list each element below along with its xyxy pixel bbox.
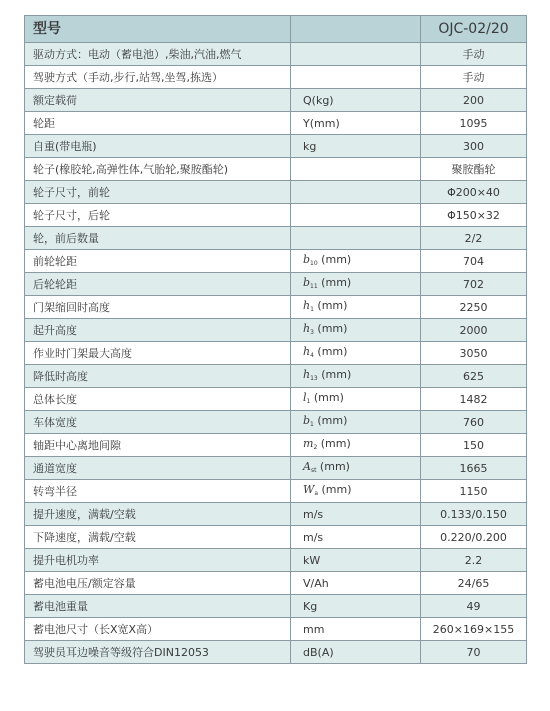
unit-subscript: 13 xyxy=(310,374,318,382)
spec-unit: V/Ah xyxy=(291,572,421,595)
spec-value: 625 xyxy=(421,365,527,388)
table-row xyxy=(25,319,527,342)
spec-unit xyxy=(291,319,421,342)
model-label: 型号 xyxy=(25,16,291,43)
model-unit xyxy=(291,16,421,43)
spec-label: 后轮轮距 xyxy=(25,273,291,296)
spec-value: 0.220/0.200 xyxy=(421,526,527,549)
unit-text: (mm) xyxy=(313,298,348,312)
unit-subscript: 1 xyxy=(306,397,311,405)
unit-subscript: 4 xyxy=(310,351,314,359)
spec-value: 1095 xyxy=(421,112,527,135)
spec-unit xyxy=(291,227,421,250)
spec-value: 2000 xyxy=(421,319,527,342)
spec-label: 驱动方式：电动（蓄电池）,柴油,汽油,燃气 xyxy=(25,43,291,66)
unit-text: (mm) xyxy=(317,252,352,266)
spec-label: 蓄电池尺寸（长X宽X高） xyxy=(25,618,291,641)
spec-unit xyxy=(291,204,421,227)
spec-label: 转弯半径 xyxy=(25,480,291,503)
spec-unit: Q(kg) xyxy=(291,89,421,112)
unit-text: (mm) xyxy=(317,367,352,381)
unit-subscript: 11 xyxy=(310,282,318,290)
spec-sheet xyxy=(24,15,527,664)
spec-value: 702 xyxy=(421,273,527,296)
spec-value: 49 xyxy=(421,595,527,618)
spec-label: 提升电机功率 xyxy=(25,549,291,572)
unit-text: (mm) xyxy=(318,482,352,496)
unit-symbol: b xyxy=(303,413,311,427)
unit-symbol: h xyxy=(303,298,311,312)
spec-label: 自重(带电瓶) xyxy=(25,135,291,158)
spec-unit: kg xyxy=(291,135,421,158)
spec-unit: Kg xyxy=(291,595,421,618)
spec-unit: kW xyxy=(291,549,421,572)
table-row xyxy=(25,181,527,204)
table-row xyxy=(25,572,527,595)
spec-value: 2.2 xyxy=(421,549,527,572)
unit-text: (mm) xyxy=(317,436,351,450)
table-row xyxy=(25,480,527,503)
unit-symbol: h xyxy=(303,344,311,358)
spec-label: 车体宽度 xyxy=(25,411,291,434)
table-header-row xyxy=(25,16,527,43)
spec-unit: m/s xyxy=(291,503,421,526)
unit-symbol: h xyxy=(303,367,311,381)
spec-label: 轮子尺寸，前轮 xyxy=(25,181,291,204)
spec-label: 提升速度，满载/空载 xyxy=(25,503,291,526)
spec-label: 作业时门架最大高度 xyxy=(25,342,291,365)
spec-unit xyxy=(291,43,421,66)
spec-table xyxy=(24,15,527,664)
unit-text: (mm) xyxy=(317,275,352,289)
spec-value: 0.133/0.150 xyxy=(421,503,527,526)
spec-value: 1482 xyxy=(421,388,527,411)
table-row xyxy=(25,43,527,66)
unit-text: (mm) xyxy=(316,459,350,473)
spec-label: 轮距 xyxy=(25,112,291,135)
unit-subscript: 1 xyxy=(310,305,314,313)
spec-value: 1665 xyxy=(421,457,527,480)
unit-subscript: 1 xyxy=(310,420,314,428)
spec-unit: m/s xyxy=(291,526,421,549)
table-row xyxy=(25,296,527,319)
table-row xyxy=(25,89,527,112)
spec-unit xyxy=(291,480,421,503)
spec-label: 驾驶员耳边噪音等级符合DIN12053 xyxy=(25,641,291,664)
table-row xyxy=(25,135,527,158)
spec-label: 蓄电池重量 xyxy=(25,595,291,618)
table-row xyxy=(25,365,527,388)
unit-symbol: h xyxy=(303,321,311,335)
table-row xyxy=(25,388,527,411)
spec-unit xyxy=(291,365,421,388)
unit-text: (mm) xyxy=(313,344,348,358)
spec-unit xyxy=(291,457,421,480)
spec-label: 额定载荷 xyxy=(25,89,291,112)
spec-label: 前轮轮距 xyxy=(25,250,291,273)
spec-value: 150 xyxy=(421,434,527,457)
unit-symbol: l xyxy=(303,390,307,404)
spec-unit xyxy=(291,66,421,89)
spec-value: 760 xyxy=(421,411,527,434)
spec-label: 总体长度 xyxy=(25,388,291,411)
unit-symbol: A xyxy=(303,459,311,473)
spec-label: 下降速度，满载/空载 xyxy=(25,526,291,549)
unit-subscript: a xyxy=(314,489,318,497)
table-row xyxy=(25,342,527,365)
table-row xyxy=(25,158,527,181)
unit-symbol: m xyxy=(303,436,314,450)
table-row xyxy=(25,250,527,273)
spec-label: 轮子(橡胶轮,高弹性体,气胎轮,聚胺酯轮) xyxy=(25,158,291,181)
unit-subscript: 3 xyxy=(310,328,314,336)
unit-text: (mm) xyxy=(310,390,344,404)
table-row xyxy=(25,273,527,296)
spec-label: 轮子尺寸，后轮 xyxy=(25,204,291,227)
table-row xyxy=(25,204,527,227)
spec-value: 200 xyxy=(421,89,527,112)
table-row xyxy=(25,434,527,457)
spec-value: 3050 xyxy=(421,342,527,365)
table-row xyxy=(25,503,527,526)
spec-value: 手动 xyxy=(421,66,527,89)
unit-subscript: 10 xyxy=(310,259,318,267)
table-row xyxy=(25,549,527,572)
unit-text: (mm) xyxy=(313,321,348,335)
table-row xyxy=(25,411,527,434)
spec-label: 轴距中心离地间隙 xyxy=(25,434,291,457)
spec-label: 起升高度 xyxy=(25,319,291,342)
unit-symbol: W xyxy=(303,482,315,496)
spec-value: 2250 xyxy=(421,296,527,319)
spec-unit xyxy=(291,273,421,296)
table-row xyxy=(25,641,527,664)
unit-symbol: b xyxy=(303,275,311,289)
spec-unit: mm xyxy=(291,618,421,641)
table-row xyxy=(25,595,527,618)
spec-value: 704 xyxy=(421,250,527,273)
spec-label: 轮，前后数量 xyxy=(25,227,291,250)
spec-value: 24/65 xyxy=(421,572,527,595)
table-row xyxy=(25,618,527,641)
spec-value: Φ200×40 xyxy=(421,181,527,204)
spec-unit xyxy=(291,434,421,457)
unit-subscript: st xyxy=(310,466,317,474)
spec-value: 260×169×155 xyxy=(421,618,527,641)
table-row xyxy=(25,66,527,89)
spec-unit xyxy=(291,296,421,319)
spec-label: 门架缩回时高度 xyxy=(25,296,291,319)
table-row xyxy=(25,227,527,250)
table-row xyxy=(25,112,527,135)
spec-value: 300 xyxy=(421,135,527,158)
spec-unit xyxy=(291,342,421,365)
spec-label: 驾驶方式（手动,步行,站驾,坐驾,拣选） xyxy=(25,66,291,89)
spec-value: Φ150×32 xyxy=(421,204,527,227)
spec-label: 蓄电池电压/额定容量 xyxy=(25,572,291,595)
spec-label: 降低时高度 xyxy=(25,365,291,388)
spec-unit xyxy=(291,411,421,434)
unit-symbol: b xyxy=(303,252,311,266)
unit-subscript: 2 xyxy=(313,443,318,451)
spec-unit xyxy=(291,181,421,204)
unit-text: (mm) xyxy=(313,413,348,427)
spec-label: 通道宽度 xyxy=(25,457,291,480)
table-row xyxy=(25,526,527,549)
spec-value: 聚胺酯轮 xyxy=(421,158,527,181)
spec-unit xyxy=(291,158,421,181)
spec-unit xyxy=(291,388,421,411)
model-value: OJC-02/20 xyxy=(421,16,527,43)
spec-value: 70 xyxy=(421,641,527,664)
spec-value: 2/2 xyxy=(421,227,527,250)
spec-unit: Y(mm) xyxy=(291,112,421,135)
spec-value: 手动 xyxy=(421,43,527,66)
table-row xyxy=(25,457,527,480)
spec-unit: dB(A) xyxy=(291,641,421,664)
spec-unit xyxy=(291,250,421,273)
spec-value: 1150 xyxy=(421,480,527,503)
